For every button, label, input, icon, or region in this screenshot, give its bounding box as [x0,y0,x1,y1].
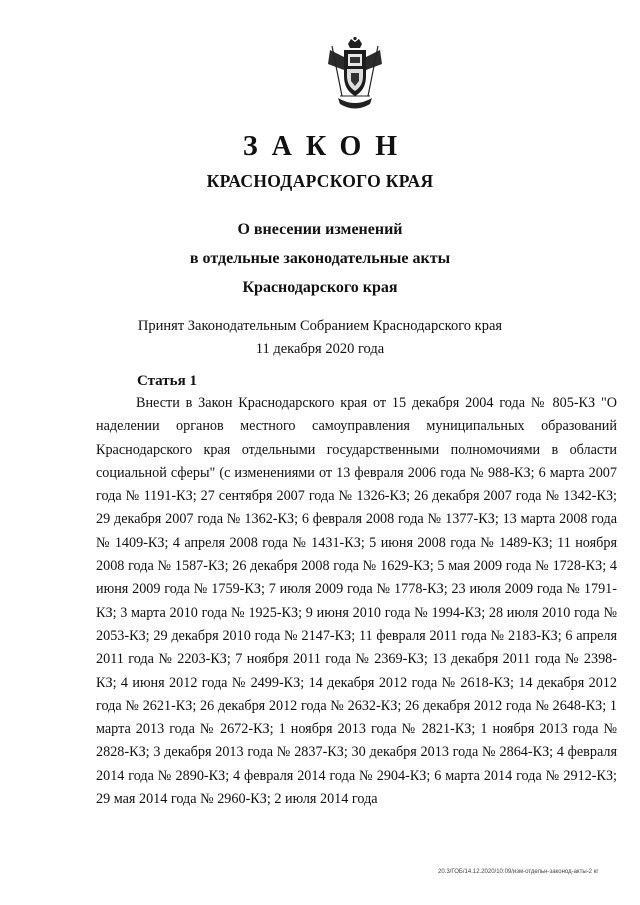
law-name-line-1: О внесении изменений [237,221,403,238]
law-name-line-2: в отдельные законодательные акты [189,250,451,267]
document-title: ЗАКОН [242,131,412,162]
adoption-date: 11 декабря 2020 года [255,341,385,357]
document-subtitle: КРАСНОДАРСКОГО КРАЯ [206,171,434,191]
article-heading: Статья 1 [137,373,197,389]
coat-of-arms-icon [318,36,392,114]
adoption-line-1: Принят Законодательным Собранием Краснодарского края [137,318,503,334]
footer-file-reference: 20.3/ГОБ/14.12.2020/10:09/изм-отдельн-законод-акты-2 кг [438,869,599,875]
article-body-text: Внести в Закон Краснодарского края от 15 декабря 2004 года № 805-КЗ "О наделении органов местного самоуправления муниципальных образований Краснодарского края отдельными государственными полномочиями в области социальной сферы" (с изменениями от 13 февраля 2006 года № 988-КЗ; 6 марта 2007 года № 1191-КЗ; 27 сентября 2007 года № 1326-КЗ; 26 декабря 2007 года № 1342-КЗ; 29 декабря 2007 года № 1362-КЗ; 6 февраля 2008 года № 1377-КЗ; 13 марта 2008 года № 1409-КЗ; 4 апреля 2008 года № 1431-КЗ; 5 июня 2008 года № 1489-КЗ; 11 ноября 2008 года № 1587-КЗ; 26 декабря 2008 года № 1629-КЗ; 5 мая 2009 года № 1728-КЗ; 4 июня 2009 года № 1759-КЗ; 7 июля 2009 года № 1778-КЗ; 23 июля 2009 года № 1791-КЗ; 3 марта 2010 года № 1925-КЗ; 9 июня 2010 года № 1994-КЗ; 28 июля 2010 года № 2053-КЗ; 29 декабря 2010 года № 2147-КЗ; 11 февраля 2011 года № 2183-КЗ; 6 апреля 2011 года № 2203-КЗ; 7 ноября 2011 года № 2369-КЗ; 13 декабря 2011 года № 2398-КЗ; 4 июня 2012 года № 2499-КЗ; 14 декабря 2012 года № 2618-КЗ; 14 декабря 2012 года № 2621-КЗ; 26 декабря 2012 года № 2632-КЗ; 26 декабря 2012 года № 2648-КЗ; 1 марта 2013 года № 2672-КЗ; 1 ноября 2013 года № 2821-КЗ; 1 ноября 2013 года № 2828-КЗ; 3 декабря 2013 года № 2837-КЗ; 30 декабря 2013 года № 2864-КЗ; 4 февраля 2014 года № 2890-КЗ; 4 февраля 2014 года № 2904-КЗ; 6 марта 2014 года № 2912-КЗ; 29 мая 2014 года № 2960-КЗ; 2 июля 2014 года [96,395,617,808]
law-name-line-3: Краснодарского края [242,279,398,296]
